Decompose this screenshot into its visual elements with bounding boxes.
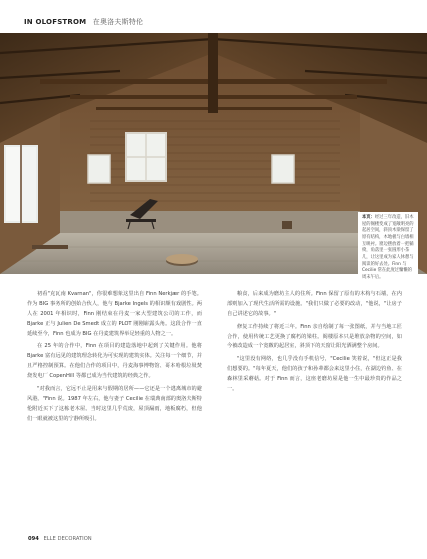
page-footer	[28, 536, 92, 542]
paragraph: "对我而言，它远不止是用来与假期的居所——它还是一个逃离城市的避风港。"Finn 说。1987 年左右，他与妻子 Cecilie 在瑞典南部的奥洛夫斯特伦附近买下了这栋老木屋。当时这里几乎荒废，屋顶漏雨，地板腐朽，但他们一眼就被这里的宁静所吸引。	[27, 385, 202, 422]
page-number: 094	[28, 536, 39, 542]
article-body	[27, 290, 407, 522]
caption-lead: 本页：	[362, 215, 375, 220]
paragraph: 初看"克瓦南 Kvarnan"，你很难想象这里出自 Finn Nerkjær 的手笔。作为 BIG 事务所的创始合伙人，他与 Bjarke Ingels 的相识颇有戏剧性。两人在 2001 年相识时，Finn 刚结束在丹麦一家大型建筑公司的工作，而 Bjarke 正与 Julien De Smedt 成立的 PLOT 刚刚崭露头角。这段合作一直延续至今，Finn 也成为 BIG 在丹麦建筑界举足轻重的人物之一。	[27, 291, 202, 337]
section-subtitle: 在奥洛夫斯特伦	[92, 18, 144, 26]
caption-text: 经过三年改造，旧木屋的阁楼变成了宽敞明亮的起居空间，斜顶木梁保留了原有结构，木地板与白墙相互映衬。窗边摆放着一把躺椅，角落里一张圆形小茶几，让这里成为家人休憩与阅读的好去处。Finn 与 Cecilie 常在此度过慵懒的周末午后。	[362, 215, 414, 280]
photo-caption	[358, 212, 418, 282]
magazine-name: ELLE DECORATION	[43, 536, 92, 542]
paragraph: 粮食，后来成为磨坊主人的住所。Finn 保留了原有的木构与石墙，在内部则加入了现代生活所需的设施。"我们只做了必要的改动，"他说，"让房子自己讲述它的故事。"	[227, 291, 402, 317]
paragraph: 修复工作持续了将近三年。Finn 亲自绘制了每一张图纸，并与当地工匠合作，使用传统工艺更换了腐朽的梁柱。阁楼原本只是堆放杂物的空间，如今被改造成一个宽敞的起居室，斜顶下的天窗让阳光洒满整个房间。	[227, 323, 402, 350]
left-column	[27, 290, 202, 427]
paragraph: 在 25 年的合作中，Finn 在项目的建造落地中起到了关键作用。他将 Bjarke 富有远见的建筑理念转化为可实现的建筑实体。关注每一个细节，并且严格控制预算。在他们合作的项目中，丹麦海事博物馆、哥本哈根垃圾焚烧发电厂 CopenHill 等都已成为当代建筑的经典之作。	[27, 343, 202, 379]
page-header	[24, 17, 143, 27]
right-column	[227, 290, 402, 398]
paragraph: "这里没有网络，也几乎没有手机信号，"Cecilie 笑着说，"但这正是我们想要的。"每年夏天，他们的孩子和孙辈都会来这里小住，在湖边钓鱼、在森林里采蘑菇。对于 Finn 而言，这座老磨坊屋是他一生中最珍贵的作品之一。	[227, 356, 402, 392]
section-title: IN OLOFSTROM	[24, 18, 87, 26]
